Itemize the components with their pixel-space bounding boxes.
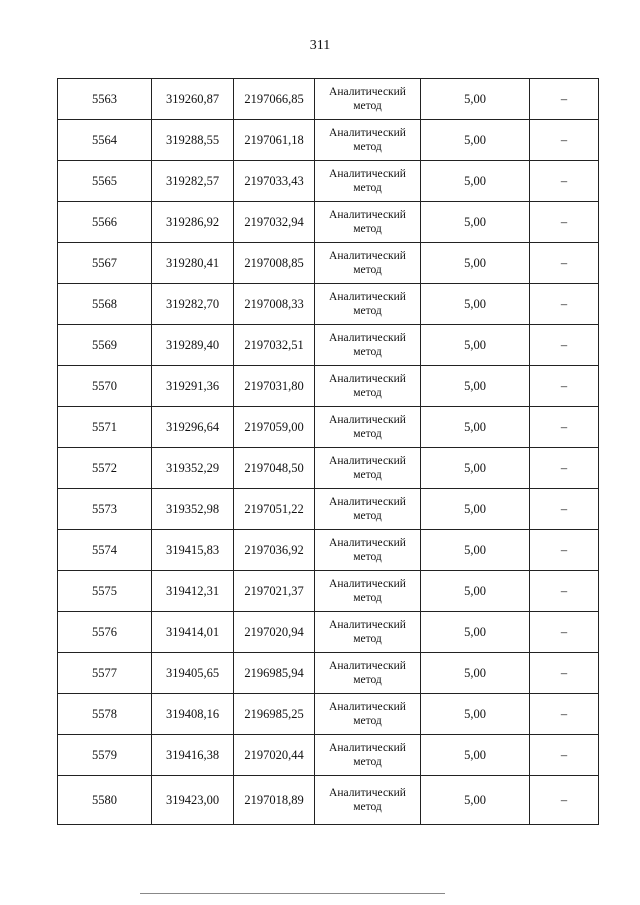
note-cell: –	[530, 366, 599, 407]
method-cell	[315, 284, 421, 325]
method-cell	[315, 735, 421, 776]
note-cell: –	[530, 571, 599, 612]
accuracy-cell: 5,00	[421, 776, 530, 825]
method-cell	[315, 653, 421, 694]
table-row	[58, 489, 599, 530]
x-coordinate-cell: 319352,29	[152, 448, 234, 489]
note-cell: –	[530, 407, 599, 448]
method-cell	[315, 694, 421, 735]
accuracy-cell: 5,00	[421, 284, 530, 325]
method-text: Аналитический метод	[329, 660, 406, 686]
point-number-cell: 5568	[58, 284, 152, 325]
method-text: Аналитический метод	[329, 496, 406, 522]
accuracy-cell: 5,00	[421, 366, 530, 407]
y-coordinate-cell: 2197048,50	[234, 448, 315, 489]
y-coordinate-cell: 2197051,22	[234, 489, 315, 530]
accuracy-cell: 5,00	[421, 202, 530, 243]
point-number-cell: 5573	[58, 489, 152, 530]
point-number-cell: 5579	[58, 735, 152, 776]
method-text: Аналитический метод	[329, 455, 406, 481]
method-cell	[315, 776, 421, 825]
method-text: Аналитический метод	[329, 86, 406, 112]
table-row	[58, 448, 599, 489]
table-row	[58, 325, 599, 366]
accuracy-cell: 5,00	[421, 735, 530, 776]
method-cell	[315, 161, 421, 202]
table-row	[58, 530, 599, 571]
y-coordinate-cell: 2197032,51	[234, 325, 315, 366]
accuracy-cell: 5,00	[421, 79, 530, 120]
point-number-cell: 5563	[58, 79, 152, 120]
point-number-cell: 5569	[58, 325, 152, 366]
point-number-cell: 5566	[58, 202, 152, 243]
point-number-cell: 5572	[58, 448, 152, 489]
note-cell: –	[530, 776, 599, 825]
method-text: Аналитический метод	[329, 537, 406, 563]
table-row	[58, 202, 599, 243]
accuracy-cell: 5,00	[421, 243, 530, 284]
method-text: Аналитический метод	[329, 414, 406, 440]
table-row	[58, 407, 599, 448]
accuracy-cell: 5,00	[421, 448, 530, 489]
x-coordinate-cell: 319282,57	[152, 161, 234, 202]
point-number-cell: 5565	[58, 161, 152, 202]
accuracy-cell: 5,00	[421, 407, 530, 448]
point-number-cell: 5575	[58, 571, 152, 612]
x-coordinate-cell: 319260,87	[152, 79, 234, 120]
accuracy-cell: 5,00	[421, 120, 530, 161]
y-coordinate-cell: 2197008,85	[234, 243, 315, 284]
note-cell: –	[530, 284, 599, 325]
point-number-cell: 5580	[58, 776, 152, 825]
method-text: Аналитический метод	[329, 209, 406, 235]
point-number-cell: 5576	[58, 612, 152, 653]
y-coordinate-cell: 2197020,94	[234, 612, 315, 653]
y-coordinate-cell: 2197032,94	[234, 202, 315, 243]
method-text: Аналитический метод	[329, 332, 406, 358]
table-row	[58, 612, 599, 653]
x-coordinate-cell: 319282,70	[152, 284, 234, 325]
y-coordinate-cell: 2196985,94	[234, 653, 315, 694]
accuracy-cell: 5,00	[421, 325, 530, 366]
note-cell: –	[530, 489, 599, 530]
method-cell	[315, 489, 421, 530]
method-text: Аналитический метод	[329, 787, 406, 813]
x-coordinate-cell: 319423,00	[152, 776, 234, 825]
y-coordinate-cell: 2197059,00	[234, 407, 315, 448]
point-number-cell: 5570	[58, 366, 152, 407]
scan-bottom-rule	[140, 893, 445, 894]
method-text: Аналитический метод	[329, 578, 406, 604]
table-row	[58, 735, 599, 776]
y-coordinate-cell: 2196985,25	[234, 694, 315, 735]
x-coordinate-cell: 319352,98	[152, 489, 234, 530]
table-row	[58, 120, 599, 161]
x-coordinate-cell: 319286,92	[152, 202, 234, 243]
x-coordinate-cell: 319414,01	[152, 612, 234, 653]
accuracy-cell: 5,00	[421, 653, 530, 694]
y-coordinate-cell: 2197031,80	[234, 366, 315, 407]
note-cell: –	[530, 243, 599, 284]
note-cell: –	[530, 202, 599, 243]
table-row	[58, 366, 599, 407]
table-row	[58, 653, 599, 694]
x-coordinate-cell: 319289,40	[152, 325, 234, 366]
method-text: Аналитический метод	[329, 742, 406, 768]
y-coordinate-cell: 2197033,43	[234, 161, 315, 202]
method-cell	[315, 407, 421, 448]
note-cell: –	[530, 325, 599, 366]
point-number-cell: 5571	[58, 407, 152, 448]
note-cell: –	[530, 79, 599, 120]
point-number-cell: 5564	[58, 120, 152, 161]
y-coordinate-cell: 2197020,44	[234, 735, 315, 776]
method-text: Аналитический метод	[329, 619, 406, 645]
method-cell	[315, 612, 421, 653]
page-number: 311	[309, 38, 331, 53]
method-cell	[315, 202, 421, 243]
table-row	[58, 694, 599, 735]
method-text: Аналитический метод	[329, 701, 406, 727]
note-cell: –	[530, 735, 599, 776]
x-coordinate-cell: 319415,83	[152, 530, 234, 571]
y-coordinate-cell: 2197061,18	[234, 120, 315, 161]
method-cell	[315, 243, 421, 284]
table-row	[58, 284, 599, 325]
x-coordinate-cell: 319405,65	[152, 653, 234, 694]
point-number-cell: 5567	[58, 243, 152, 284]
point-number-cell: 5577	[58, 653, 152, 694]
accuracy-cell: 5,00	[421, 489, 530, 530]
method-text: Аналитический метод	[329, 250, 406, 276]
x-coordinate-cell: 319412,31	[152, 571, 234, 612]
note-cell: –	[530, 448, 599, 489]
table-row	[58, 243, 599, 284]
method-text: Аналитический метод	[329, 127, 406, 153]
note-cell: –	[530, 653, 599, 694]
x-coordinate-cell: 319291,36	[152, 366, 234, 407]
point-number-cell: 5574	[58, 530, 152, 571]
note-cell: –	[530, 120, 599, 161]
method-cell	[315, 366, 421, 407]
table-body	[58, 79, 599, 825]
method-cell	[315, 325, 421, 366]
accuracy-cell: 5,00	[421, 694, 530, 735]
accuracy-cell: 5,00	[421, 161, 530, 202]
x-coordinate-cell: 319288,55	[152, 120, 234, 161]
method-cell	[315, 120, 421, 161]
x-coordinate-cell: 319408,16	[152, 694, 234, 735]
table-row	[58, 161, 599, 202]
method-text: Аналитический метод	[329, 291, 406, 317]
method-cell	[315, 448, 421, 489]
table-row	[58, 776, 599, 825]
method-cell	[315, 530, 421, 571]
x-coordinate-cell: 319280,41	[152, 243, 234, 284]
y-coordinate-cell: 2197018,89	[234, 776, 315, 825]
method-cell	[315, 79, 421, 120]
note-cell: –	[530, 612, 599, 653]
table-row	[58, 571, 599, 612]
note-cell: –	[530, 530, 599, 571]
y-coordinate-cell: 2197008,33	[234, 284, 315, 325]
x-coordinate-cell: 319296,64	[152, 407, 234, 448]
note-cell: –	[530, 694, 599, 735]
x-coordinate-cell: 319416,38	[152, 735, 234, 776]
method-text: Аналитический метод	[329, 373, 406, 399]
y-coordinate-cell: 2197066,85	[234, 79, 315, 120]
table-row	[58, 79, 599, 120]
accuracy-cell: 5,00	[421, 612, 530, 653]
coordinates-table	[57, 78, 599, 825]
y-coordinate-cell: 2197036,92	[234, 530, 315, 571]
method-cell	[315, 571, 421, 612]
y-coordinate-cell: 2197021,37	[234, 571, 315, 612]
point-number-cell: 5578	[58, 694, 152, 735]
accuracy-cell: 5,00	[421, 571, 530, 612]
accuracy-cell: 5,00	[421, 530, 530, 571]
method-text: Аналитический метод	[329, 168, 406, 194]
note-cell: –	[530, 161, 599, 202]
